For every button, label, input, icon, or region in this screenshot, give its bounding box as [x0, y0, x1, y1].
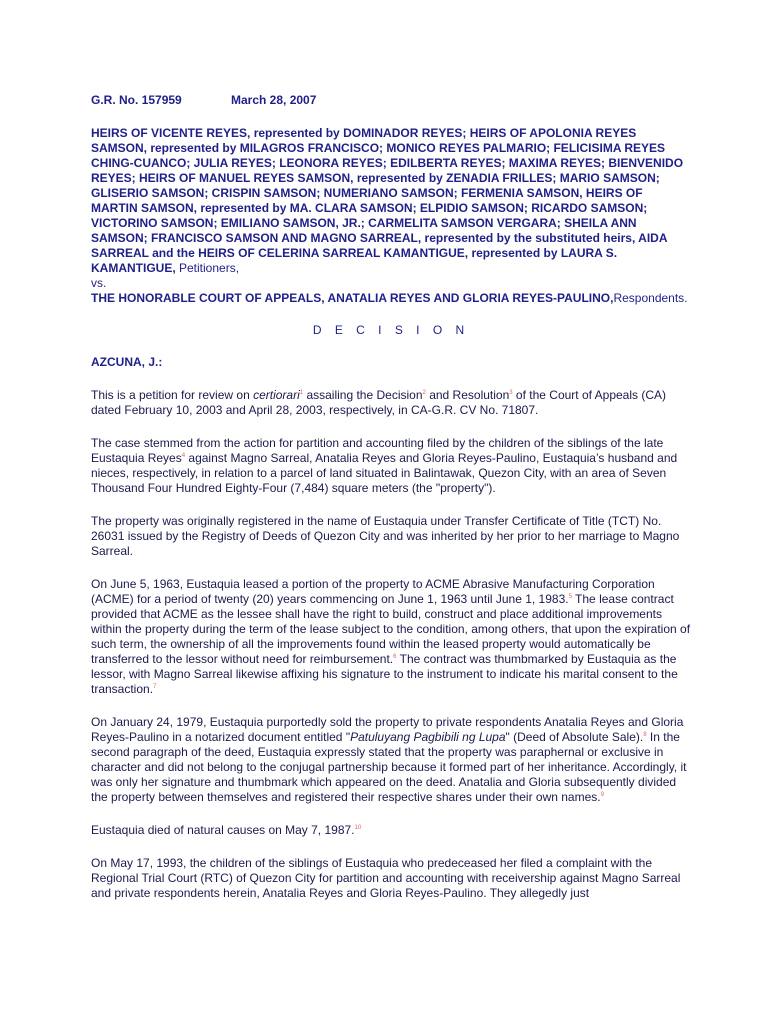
decision-date: March 28, 2007 [231, 93, 317, 107]
respondents-label: Respondents. [613, 291, 688, 305]
paragraph-text: In the second paragraph of the deed, Eustaquia expressly stated that the property was paraphernal or exclusive in character and did not belong to the conjugal partnership because it formed part of her inheritance. Accordingly, it was only her signature and thumbmark which appeared on the deed. Anatalia and Gloria subsequently divided the property between themselves and registered their respective shares under their own names. [91, 730, 687, 804]
paragraph-6 [91, 823, 691, 838]
paragraph-2 [91, 436, 691, 496]
footnote-ref[interactable]: 1 [299, 390, 304, 396]
paragraph-text: On January 24, 1979, Eustaquia purportedly sold the property to private respondents Anatalia Reyes and Gloria Reyes-Paulino in a notarized document entitled " [91, 715, 684, 744]
footnote-ref[interactable]: 3 [509, 390, 513, 396]
deed-title: Patuluyang Pagbibili ng Lupa [350, 730, 506, 744]
paragraph-text: Eustaquia died of natural causes on May 7, 1987. [91, 823, 355, 837]
paragraph-text: The lease contract provided that ACME as the lessee shall have the right to build, construct and place additional improvements within the property during the term of the lease subject to the condition, among others, that upon the expiration of such term, the ownership of all the improvements found within the leased property would automatically be transferred to the lessor without need for reimbursement. [91, 592, 691, 666]
paragraph-text: and Resolution [425, 388, 510, 402]
footnote-ref[interactable]: 5 [568, 594, 572, 600]
footnote-ref[interactable]: 6 [393, 654, 397, 660]
versus-label: vs. [91, 276, 107, 290]
paragraph-1 [91, 388, 691, 418]
paragraph-7: On May 17, 1993, the children of the siblings of Eustaquia who predeceased her filed a complaint with the Regional Trial Court (RTC) of Quezon City for partition and accounting with receivership against Magno Sarreal and private respondents herein, Anatalia Reyes and Gloria Reyes-Paulino. They allegedly just [91, 856, 681, 900]
paragraph-text: This is a petition for review on [91, 388, 254, 402]
footnote-ref[interactable]: 9 [600, 792, 604, 798]
paragraph-text: The case stemmed from the action for partition and accounting filed by the children of the siblings of the late Eustaquia Reyes [91, 436, 664, 465]
paragraph-text: assailing the Decision [303, 388, 423, 402]
paragraph-5 [91, 715, 691, 805]
gr-number: G.R. No. 157959 [91, 93, 182, 107]
respondents-names: THE HONORABLE COURT OF APPEALS, ANATALIA REYES AND GLORIA REYES-PAULINO, [91, 291, 614, 305]
respondents-block [91, 291, 691, 306]
paragraph-text: of the Court of Appeals (CA) dated February 10, 2003 and April 28, 2003, respectively, in CA-G.R. CV No. 71807. [91, 388, 667, 417]
document-page [91, 93, 691, 901]
case-header [91, 93, 691, 108]
paragraph-text: " (Deed of Absolute Sale). [505, 730, 644, 744]
case-caption [91, 126, 691, 306]
footnote-ref[interactable]: 7 [153, 684, 157, 690]
paragraph-4 [91, 577, 691, 697]
certiorari-term: certiorari [253, 388, 300, 402]
footnote-ref[interactable]: 8 [643, 732, 647, 738]
paragraph-text: On June 5, 1963, Eustaquia leased a portion of the property to ACME Abrasive Manufacturing Corporation (ACME) for a period of twenty (20) years commencing on June 1, 1963 until June 1, 1983. [91, 577, 655, 606]
footnote-ref[interactable]: 10 [354, 825, 362, 831]
footnote-ref[interactable]: 4 [181, 453, 186, 459]
paragraph-text: The contract was thumbmarked by Eustaquia as the lessor, with Magno Sarreal likewise affixing his signature to the instrument to indicate his marital consent to the transaction. [91, 652, 678, 696]
decision-heading: D E C I S I O N [312, 323, 470, 337]
footnote-ref[interactable]: 2 [422, 390, 426, 396]
petitioners-label: Petitioners, [175, 261, 240, 275]
ponente: AZCUNA, J.: [91, 355, 163, 369]
petitioners-names: HEIRS OF VICENTE REYES, represented by DOMINADOR REYES; HEIRS OF APOLONIA REYES SAMSON, represented by MILAGROS FRANCISCO; MONICO REYES PALMARIO; FELICISIMA REYES CHING-CUANCO; JULIA REYES; LEONORA REYES; EDILBERTA REYES; MAXIMA REYES; BIENVENIDO REYES; HEIRS OF MANUEL REYES SAMSON, represented by ZENADIA FRILLES; MARIO SAMSON; GLISERIO SAMSON; CRISPIN SAMSON; NUMERIANO SAMSON; FERMENIA SAMSON, HEIRS OF MARTIN SAMSON, represented by MA. CLARA SAMSON; ELPIDIO SAMSON; RICARDO SAMSON; VICTORINO SAMSON; EMILIANO SAMSON, JR.; CARMELITA SAMSON VERGARA; SHEILA ANN SAMSON; FRANCISCO SAMSON AND MAGNO SARREAL, represented by the substituted heirs, AIDA SARREAL and the HEIRS OF CELERINA SARREAL KAMANTIGUE, represented by LAURA S. KAMANTIGUE, [91, 126, 684, 275]
paragraph-3: The property was originally registered in the name of Eustaquia under Transfer Certificate of Title (TCT) No. 26031 issued by the Registry of Deeds of Quezon City and was inherited by her prior to her marriage to Magno Sarreal. [91, 514, 680, 558]
paragraph-text: against Magno Sarreal, Anatalia Reyes and Gloria Reyes-Paulino, Eustaquia’s husband and nieces, respectively, in relation to a parcel of land situated in Balintawak, Quezon City, with an area of Seven Thousand Four Hundred Eighty-Four (7,484) square meters (the "property"). [91, 451, 678, 495]
